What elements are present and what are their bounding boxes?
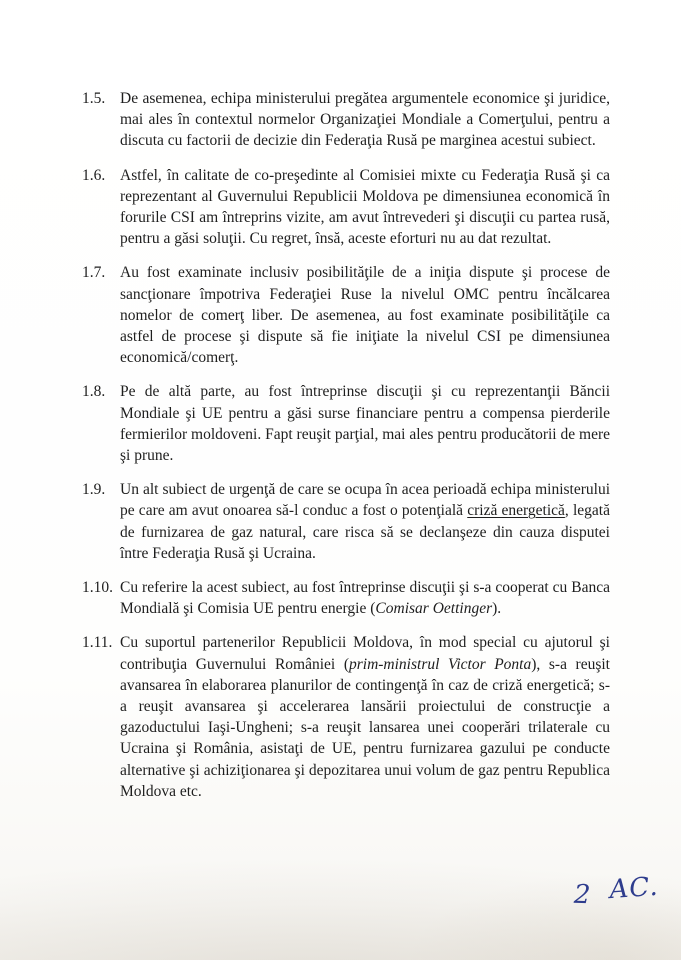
text-segment-italic: Comisar Oettinger <box>375 600 493 618</box>
text-segment-italic: prim-ministrul Victor Ponta <box>348 655 532 673</box>
paragraph-text <box>120 632 610 802</box>
paragraph-text <box>120 479 610 564</box>
paragraph-number: 1.11. <box>82 634 113 652</box>
paragraph <box>82 577 610 619</box>
handwritten-page-number: 2 <box>573 879 593 911</box>
text-segment: Astfel, în calitate de co-preşedinte al Comisiei mixte cu Federaţia Rusă şi ca reprezentant al Guvernului Republicii Moldova pe dimensiunea economică în forurile CSI am întreprins vizite, am avut întrevederi şi discuţii cu partea rusă, pentru a găsi soluţii. Cu regret, însă, aceste eforturi nu au dat rezultat. <box>120 166 610 248</box>
paragraph-number: 1.9. <box>82 481 106 499</box>
document-body <box>82 88 610 815</box>
paragraph-text <box>120 577 610 619</box>
paragraph-text <box>120 165 610 250</box>
text-segment: Pe de altă parte, au fost întreprinse discuţii şi cu reprezentanţii Băncii Mondiale şi UE pentru a găsi surse financiare pentru a compensa pierderile fermierilor moldoveni. Fapt reuşit parţial, mai ales pentru producătorii de mere şi prune. <box>120 383 610 465</box>
text-segment: Cu referire la acest subiect, au fost întreprinse discuţii şi s-a cooperat cu Banca Mondială şi Comisia UE pentru energie ( <box>120 579 610 618</box>
paragraph-number: 1.5. <box>82 90 106 107</box>
text-segment: Au fost examinate inclusiv posibilităţile de a iniţia dispute şi procese de sancţionare împotriva Federaţiei Ruse la nivelul OMC pentru încălcarea nomelor de comerţ liber. De asemenea, au fost examinate posibilităţile ca astfel de procese şi dispute să fie iniţiate la nivelul CSI pe dimensiunea economică/comerţ. <box>120 264 610 367</box>
paragraph <box>82 479 610 564</box>
text-segment-underline: criză energetică <box>467 502 565 520</box>
paragraph-text <box>120 262 610 368</box>
text-segment: , legată de furnizarea de gaz natural, care risca să se declanşeze din cauza disputei între Federaţia Rusă şi Ucraina. <box>120 502 610 562</box>
paragraph-text <box>120 381 610 466</box>
handwritten-annotation <box>534 842 662 940</box>
paragraph <box>82 165 610 250</box>
paragraph-number: 1.10. <box>82 579 113 597</box>
paragraph-number: 1.7. <box>82 264 106 282</box>
paragraph-number: 1.8. <box>82 383 106 401</box>
paragraph <box>82 262 610 368</box>
text-segment: Un alt subiect de urgenţă de care se ocupa în acea perioadă echipa ministerului pe care am avut onoarea să-l conduc a fost o potenţială <box>120 481 610 520</box>
paragraph <box>82 88 610 152</box>
text-segment: Cu suportul partenerilor Republicii Moldova, în mod special cu ajutorul şi contribuţia Guvernului României ( <box>120 634 610 673</box>
paragraph-number: 1.6. <box>82 166 106 184</box>
paragraph <box>82 632 610 802</box>
text-segment: De asemenea, echipa ministerului pregătea argumentele economice şi juridice, mai ales în contextul normelor Organizaţiei Mondiale a Comerţului, pentru a discuta cu factorii de decizie din Federaţia Rusă pe marginea acestui subiect. <box>120 90 610 150</box>
paragraph <box>82 381 610 466</box>
text-segment: ). <box>492 600 502 618</box>
paragraph-text <box>120 88 610 152</box>
handwritten-initials: AC. <box>608 871 660 906</box>
text-segment: ), s-a reuşit avansarea în elaborarea planurilor de contingenţă în caz de criză energetică; s-a reuşit avansarea şi accelerarea lansării proiectului de construcţie a gazoductului Iaşi-Ungheni; s-a reuşit lansarea unei cooperări trilaterale cu Ucraina şi România, asistaţi de UE, pentru furnizarea gazului pe conducte alternative şi achiziţionarea şi depozitarea unui volum de gaz pentru Republica Moldova etc. <box>120 655 610 800</box>
